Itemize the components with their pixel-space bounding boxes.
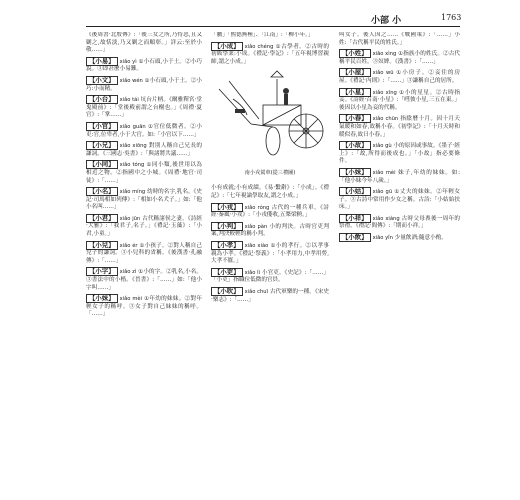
pronunciation: xiǎo pàn (244, 223, 268, 230)
headword: 【小姓】 (339, 49, 371, 58)
pronunciation: xiǎo ér (119, 242, 138, 249)
headword: 【小春】 (339, 114, 371, 123)
headword: 【小兄】 (86, 141, 118, 150)
definition-text: ①小孩子。②對人稱自己兒子的謙詞。③小兒科的省稱。《後漢書·孔融傳》:「……」 (86, 242, 202, 264)
pronunciation: xiǎo róng (244, 204, 270, 211)
pronunciation: xiǎo yǐn (372, 235, 393, 242)
dictionary-entry (86, 187, 202, 212)
column-3 (339, 32, 460, 490)
headword: 【小吹】 (211, 287, 243, 296)
definition-text: ①小的星星。②古時指妾。《詩經·召南·小星》:「嘒彼小星,三五在東。」後因以小星為妾的代稱。 (339, 89, 460, 111)
definition-text: 古代稱諸侯之妻。《詩經·大雅》:「我君子,名子。」《禮記·玉藻》:「小君,小童。」 (86, 215, 202, 238)
dictionary-entry (86, 214, 202, 239)
pronunciation: xiǎo gù (372, 143, 392, 150)
figure (211, 69, 329, 181)
dictionary-columns (86, 32, 460, 490)
pronunciation: xiǎo chéng (244, 43, 274, 50)
pronunciation: xiǎo tái (119, 97, 139, 104)
definition-text: 少量飲酒;隨意小酌。 (394, 235, 447, 242)
chariot-illustration (211, 69, 329, 169)
definition-text: 妹子,年幼的妹妹。如:「他小妹今年八歲。」 (339, 169, 460, 184)
pronunciation: xiǎo zì (119, 269, 137, 276)
pronunciation: xiǎo míng (119, 189, 146, 196)
headword: 【小祥】 (339, 214, 371, 223)
dictionary-entry (211, 203, 329, 220)
dictionary-entry (211, 42, 329, 67)
headword: 【小易】 (86, 57, 118, 66)
pronunciation: xiǎo xiōng (119, 143, 147, 150)
dictionary-entry (339, 141, 460, 166)
definition-text: ①同小類,後世用以為相近之物。②指國中之小城。《周禮·地官·司徒》:「……」 (86, 162, 202, 184)
dictionary-entry (86, 57, 202, 74)
pronunciation: xiǎo yì (119, 58, 137, 65)
definition-text: 對別人稱自己兄長的謙詞。《三國志·吳書》:「與諸將共議……」 (86, 143, 202, 157)
headword: 【小戎】 (211, 203, 243, 212)
pronunciation: xiǎo xiào (244, 242, 269, 249)
headword: 【小屋】 (339, 68, 371, 77)
headword: 【小同】 (86, 160, 118, 169)
dictionary-entry (86, 76, 202, 93)
dictionary-entry (339, 49, 460, 66)
pronunciation: xiǎo mèi (119, 296, 143, 303)
definition-text: 古代軍樂的一種。《宋史·樂志》:「……」 (211, 288, 329, 303)
definition-text: ①小的孝行。②以孝事親為小孝。《禮記·祭義》:「小孝用力,中孝用勞,大孝不匱。」 (211, 242, 329, 265)
dictionary-entry (211, 222, 329, 239)
definition-text: ①小石頭,小于土。②小巧:小而精。 (86, 77, 202, 92)
pronunciation: xiǎo mèi (372, 169, 396, 176)
figure-caption: 南小戎駕車(從三禮圖) (244, 170, 296, 177)
pronunciation: xiǎo lì (244, 269, 261, 276)
dictionary-entry (339, 114, 460, 139)
pronunciation: xiǎo xiáng (372, 215, 400, 222)
pronunciation: xiǎo wén (119, 77, 143, 84)
headword: 【小吏】 (211, 268, 243, 277)
pronunciation: xiǎo xìng (372, 51, 397, 58)
dictionary-entry (86, 95, 202, 120)
dictionary-entry (211, 287, 329, 304)
headword: 【小成】 (211, 42, 243, 51)
definition-text: 古代的一種兵車。《詩經·秦風·小戎》:「小戎俴收,五楘梁輈。」 (211, 204, 329, 219)
headword: 【小字】 (86, 267, 118, 276)
headword: 【小台】 (86, 95, 118, 104)
definition-text: ①年幼的妹妹。②對年輕女子的稱呼。③女子對自己妹妹的稱呼。「……」 (86, 296, 202, 318)
pronunciation: xiǎo wū (372, 70, 394, 77)
headword: 【小兒】 (86, 241, 118, 250)
radical-heading: 小部 小 (371, 16, 402, 26)
definition-text: ①古學者。②古時的初級學業:小成。《禮記·學記》:「五年視博習親師,謂之小成。」 (211, 43, 329, 65)
dictionary-entry (86, 267, 202, 292)
dictionary-entry (86, 241, 202, 266)
dictionary-entry (339, 187, 460, 212)
headword: 【小孝】 (211, 241, 243, 250)
column-2 (211, 32, 329, 490)
column-1 (86, 32, 202, 490)
definition-text: ①小的字。②乳名,小名。③書法中的小楷。《晉書》:「……」如:「他小字叫……」 (86, 269, 202, 291)
dictionary-entry (339, 214, 460, 231)
dictionary-entry (211, 241, 329, 266)
dictionary-entry (86, 122, 202, 139)
pronunciation: xiǎo tóng (119, 162, 145, 169)
definition-text: 古時父母喪後一周年的祭禮。《禮記·間傳》:「期而小祥。」 (339, 215, 460, 230)
page-header (0, 0, 520, 28)
headword: 【小飲】 (339, 233, 371, 242)
pronunciation: xiǎo chuī (244, 288, 268, 295)
page-number: 1763 (441, 13, 462, 22)
dictionary-entry (86, 141, 202, 158)
entry-text: 「屬」「熙德無極」、「江南」:「柳小年。」 (211, 32, 314, 38)
definition-text: ①丈夫的妹妹。②年輕女子。③古詩中常用作少女之稱。古詩:「小姑始扶床。」 (339, 189, 460, 211)
definition-text: 指陰曆十月。因十月天氣暖和如春,故稱小春。《初學記》:「十月天時和暖似春,故曰小春。」 (339, 116, 460, 138)
pronunciation: xiǎo xīng (372, 89, 397, 96)
headword: 【小官】 (86, 122, 118, 131)
pronunciation: xiǎo guān (119, 123, 146, 130)
headword: 【小星】 (339, 88, 371, 97)
headword: 【小妹】 (86, 294, 118, 303)
definition-text: ①官位低微者。②小吏:官,位卑者,小于大官。如:「小官以下……」 (86, 123, 202, 138)
definition-text: 幼時的名字,乳名。《史記·司馬相如列傳》:「相如小名犬子。」如:「他小名叫……」 (86, 189, 202, 211)
dictionary-entry (86, 160, 202, 185)
entry-text: 小有成就;小有成績。《易·繫辭》:「小成」。《禮記》:「七年視論學取友,謂之小成。」 (211, 185, 329, 199)
dictionary-entry (86, 294, 202, 319)
headword: 【小文】 (86, 76, 118, 85)
definition-text: 小的判決。古時官吏判案,判決較輕的稱小判。 (211, 223, 329, 238)
dictionary-entry (339, 168, 460, 185)
entry-text: 《後周書·北殷傳》:「後三女之所,乃恃惡,且又剿之,故恬淡,乃又剿之而順彰。」詳云:至於小敬……」 (86, 32, 202, 54)
definition-text: 小官吏。《史記》:「……」「小吏」指職位低微的官員。 (211, 269, 329, 284)
header-rule (86, 26, 460, 27)
dictionary-entry (211, 268, 329, 285)
pronunciation: xiǎo jūn (119, 215, 141, 222)
dictionary-entry (339, 68, 460, 85)
definition-text: 小的原因或事故。《墨子·經上》:「故,所得而後成也。」「小故」指必要條件。 (339, 143, 460, 165)
entry-text: 叫女子。後人因之……《戰國策》:「……」小姓:「古代稱平民的姓氏。」 (339, 32, 460, 46)
headword: 【小名】 (86, 187, 118, 196)
definition-text: ①小石頭,小于土。②小巧貌。③即甚麼小易難。 (86, 58, 202, 73)
pronunciation: xiǎo chūn (372, 116, 399, 123)
headword: 【小判】 (211, 222, 243, 231)
definition-text: 坑台片柄。《爾雅釋宮·堂鬼殿前》:「堂後殿前謂之台榭也。」《周禮·夏官》:「掌……」 (86, 97, 202, 119)
definition-text: ①指族小的姓氏。②古代稱平民百姓。③奴婢。《漢書》:「……」 (339, 51, 460, 65)
dictionary-entry (339, 233, 460, 243)
headword: 【小姑】 (339, 187, 371, 196)
headword: 【小故】 (339, 141, 371, 150)
headword: 【小君】 (86, 214, 118, 223)
pronunciation: xiǎo gū (372, 189, 393, 196)
definition-text: ①小房子。②妾住的房屋。《禮記·內則》:「……」③謙稱自己的居所。 (339, 70, 460, 84)
headword: 【小妹】 (339, 168, 371, 177)
dictionary-entry (339, 88, 460, 113)
